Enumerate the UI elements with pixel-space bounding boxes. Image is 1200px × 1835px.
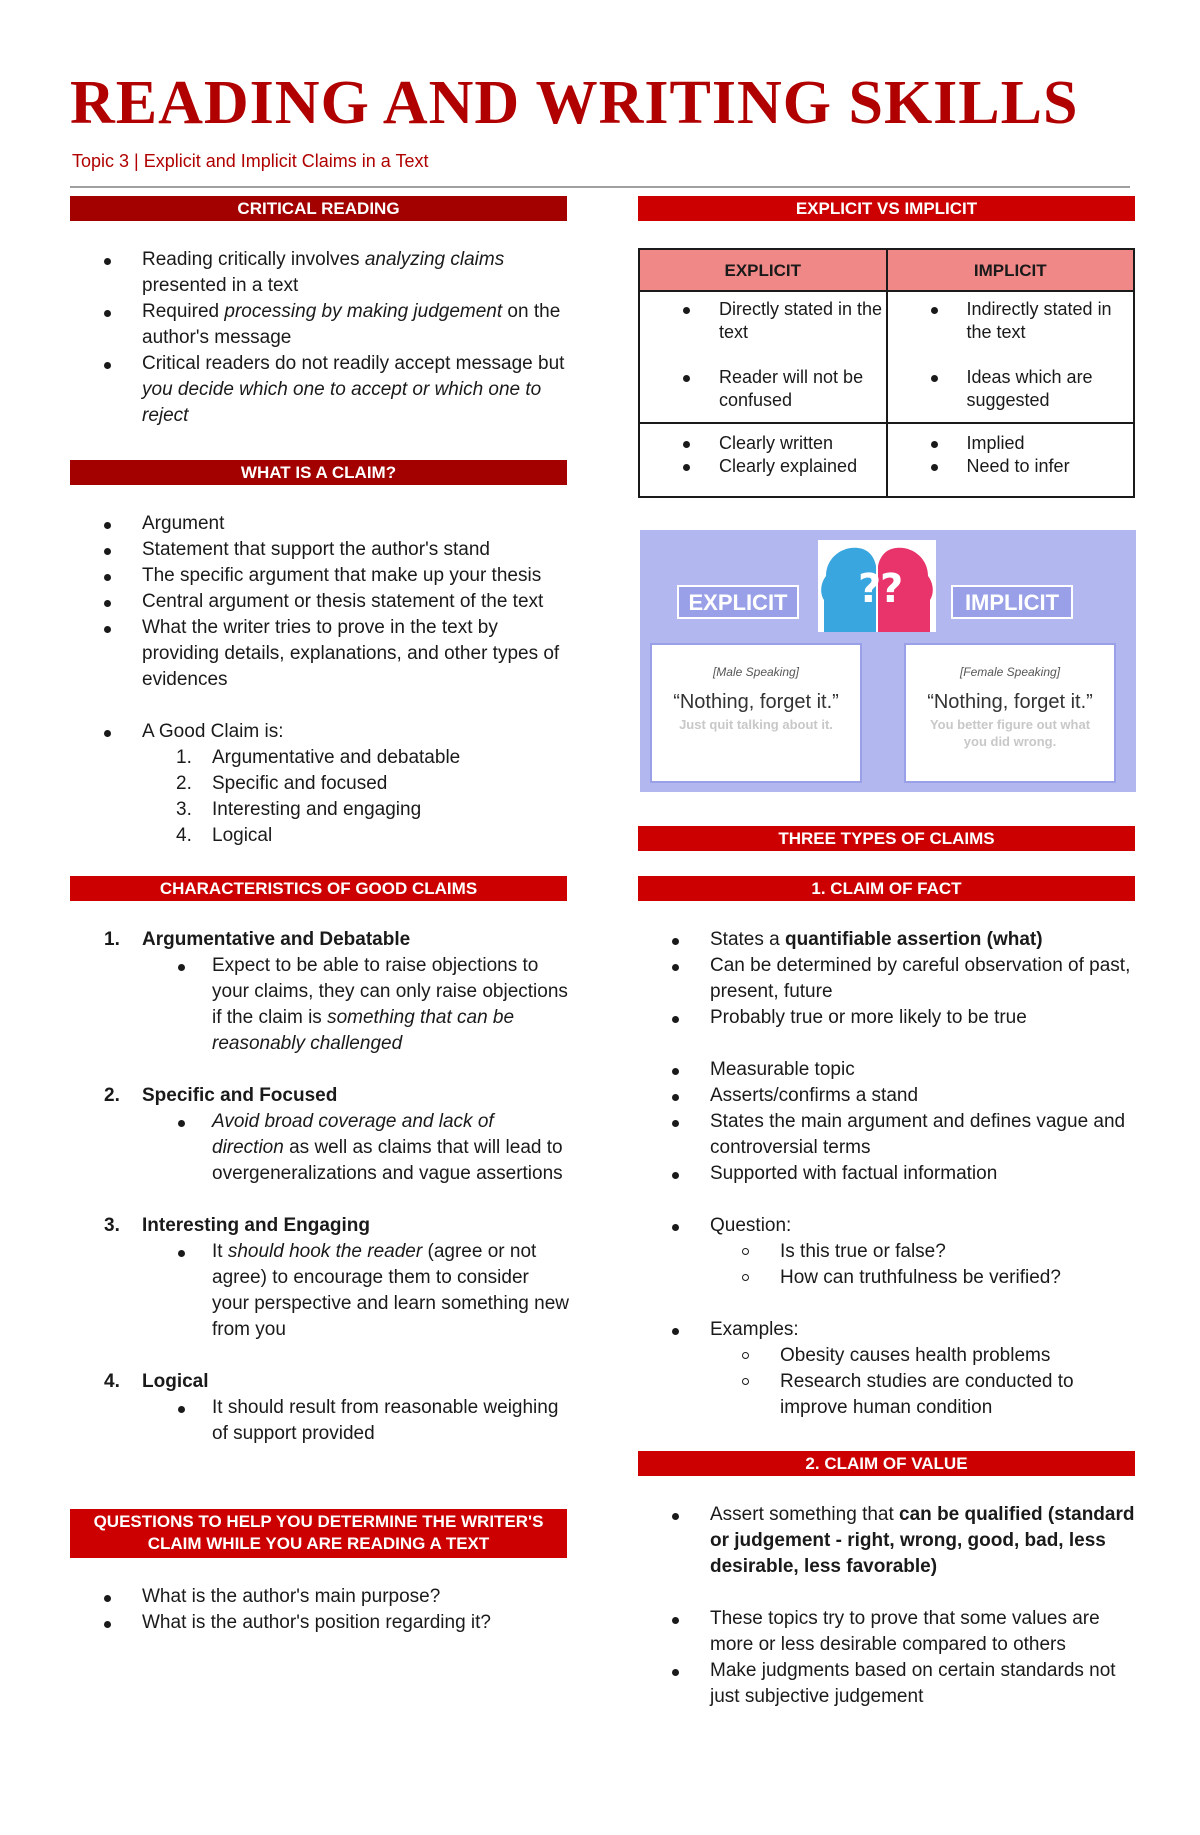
table-cell: Indirectly stated in the text Ideas which are suggested: [887, 291, 1135, 423]
claim-of-value-list: [638, 1502, 1138, 1710]
table-cell: Directly stated in the text Reader will not be confused: [639, 291, 887, 423]
bullet-icon: [672, 1669, 679, 1676]
bullet-icon: [104, 626, 111, 633]
header-divider: [70, 186, 1130, 188]
bullet-icon: [672, 1617, 679, 1624]
list-item: Question:: [638, 1213, 1138, 1239]
list-item: Asserts/confirms a stand: [638, 1083, 1138, 1109]
section-heading-claim-of-value: 2. CLAIM OF VALUE: [638, 1451, 1135, 1476]
section-heading-critical-reading: CRITICAL READING: [70, 196, 567, 221]
bullet-icon: [104, 574, 111, 581]
bullet-icon: [672, 1120, 679, 1127]
column-header-explicit: EXPLICIT: [639, 249, 887, 291]
list-item: Reading critically involves analyzing claims presented in a text: [70, 247, 570, 299]
section-heading-characteristics: CHARACTERISTICS OF GOOD CLAIMS: [70, 876, 567, 901]
page-title: READING AND WRITING SKILLS: [70, 69, 1079, 137]
table-cell: Implied Need to infer: [887, 423, 1135, 497]
list-item: Probably true or more likely to be true: [638, 1005, 1138, 1031]
section-heading-three-types: THREE TYPES OF CLAIMS: [638, 826, 1135, 851]
bullet-icon: [683, 375, 690, 382]
list-item: It should hook the reader (agree or not agree) to encourage them to consider your perspective and learn something new from you: [70, 1239, 570, 1343]
bullet-icon: [931, 375, 938, 382]
bullet-icon: [104, 1595, 111, 1602]
list-item: 2. Specific and focused: [176, 773, 388, 794]
svg-text:?: ?: [858, 566, 882, 612]
list-item: 4. Logical: [176, 825, 273, 846]
bullet-icon: [178, 964, 185, 971]
section-heading-questions: QUESTIONS TO HELP YOU DETERMINE THE WRITER'S CLAIM WHILE YOU ARE READING A TEXT: [70, 1509, 567, 1558]
list-item: Make judgments based on certain standards not just subjective judgement: [638, 1658, 1138, 1710]
bullet-icon: [672, 1513, 679, 1520]
bullet-icon: [178, 1250, 185, 1257]
list-item: Research studies are conducted to improve human condition: [638, 1369, 1138, 1421]
bullet-icon: [178, 1120, 185, 1127]
list-item: Expect to be able to raise objections to your claims, they can only raise objections if the claim is something that can be reasonably challenged: [70, 953, 570, 1057]
bullet-icon: [104, 548, 111, 555]
svg-text:?: ?: [880, 566, 904, 612]
bullet-icon: [672, 964, 679, 971]
list-item: 2. Specific and Focused: [104, 1085, 338, 1106]
male-speaking-card: [Male Speaking] “Nothing, forget it.” Just quit talking about it.: [650, 643, 862, 783]
bullet-icon: [672, 1224, 679, 1231]
circle-bullet-icon: [742, 1378, 749, 1385]
list-item: What the writer tries to prove in the text by providing details, explanations, and other types of evidences: [70, 615, 570, 693]
bullet-icon: [104, 1621, 111, 1628]
bullet-icon: [672, 1068, 679, 1075]
critical-reading-list: [70, 247, 570, 429]
table-cell: Clearly written Clearly explained: [639, 423, 887, 497]
bullet-icon: [672, 1094, 679, 1101]
list-item: Supported with factual information: [638, 1161, 1138, 1187]
section-heading-explicit-vs-implicit: EXPLICIT VS IMPLICIT: [638, 196, 1135, 221]
questions-list: [70, 1584, 570, 1636]
circle-bullet-icon: [742, 1352, 749, 1359]
list-item: These topics try to prove that some values are more or less desirable compared to others: [638, 1606, 1138, 1658]
list-item: Can be determined by careful observation of past, present, future: [638, 953, 1138, 1005]
two-faces-question-icon: [818, 540, 936, 632]
list-item: Examples:: [638, 1317, 1138, 1343]
explicit-implicit-table: [638, 248, 1135, 498]
bullet-icon: [104, 730, 111, 737]
list-item: Avoid broad coverage and lack of direction as well as claims that will lead to overgeneralizations and vague assertions: [70, 1109, 570, 1187]
bullet-icon: [672, 938, 679, 945]
bullet-icon: [104, 258, 111, 265]
list-item: Central argument or thesis statement of the text: [70, 589, 570, 615]
list-item: What is the author's main purpose?: [70, 1584, 570, 1610]
list-item: What is the author's position regarding it?: [70, 1610, 570, 1636]
bullet-icon: [683, 307, 690, 314]
bullet-icon: [683, 464, 690, 471]
list-item: Statement that support the author's stand: [70, 537, 570, 563]
table-header-row: [639, 249, 1134, 291]
bullet-icon: [931, 441, 938, 448]
list-item: Measurable topic: [638, 1057, 1138, 1083]
bullet-icon: [672, 1172, 679, 1179]
list-item: States a quantifiable assertion (what): [638, 927, 1138, 953]
bullet-icon: [672, 1016, 679, 1023]
list-item: 1. Argumentative and Debatable: [104, 929, 411, 950]
bullet-icon: [672, 1328, 679, 1335]
list-item: Assert something that can be qualified (standard or judgement - right, wrong, good, bad, less desirable, less favorable): [638, 1502, 1138, 1580]
bullet-icon: [178, 1406, 185, 1413]
page-subtitle: Topic 3 | Explicit and Implicit Claims in a Text: [72, 151, 429, 171]
bullet-icon: [104, 310, 111, 317]
list-item: Obesity causes health problems: [638, 1343, 1138, 1369]
list-item: Is this true or false?: [638, 1239, 1138, 1265]
circle-bullet-icon: [742, 1274, 749, 1281]
bullet-icon: [104, 522, 111, 529]
list-item: A Good Claim is:: [70, 719, 570, 745]
bullet-icon: [104, 600, 111, 607]
explicit-tag: EXPLICIT: [677, 585, 799, 619]
list-item: Required processing by making judgement on the author's message: [70, 299, 570, 351]
bullet-icon: [931, 307, 938, 314]
column-header-implicit: IMPLICIT: [887, 249, 1135, 291]
section-heading-claim-of-fact: 1. CLAIM OF FACT: [638, 876, 1135, 901]
explicit-implicit-illustration: [640, 530, 1136, 792]
implicit-tag: IMPLICIT: [951, 585, 1073, 619]
list-item: It should result from reasonable weighing of support provided: [70, 1395, 570, 1447]
list-item: 3. Interesting and engaging: [176, 799, 422, 820]
section-heading-what-is-claim: WHAT IS A CLAIM?: [70, 460, 567, 485]
list-item: Critical readers do not readily accept message but you decide which one to accept or which one to reject: [70, 351, 570, 429]
bullet-icon: [931, 464, 938, 471]
list-item: How can truthfulness be verified?: [638, 1265, 1138, 1291]
list-item: States the main argument and defines vague and controversial terms: [638, 1109, 1138, 1161]
circle-bullet-icon: [742, 1248, 749, 1255]
list-item: The specific argument that make up your thesis: [70, 563, 570, 589]
table-row: [639, 291, 1134, 423]
list-item: 3. Interesting and Engaging: [104, 1215, 371, 1236]
claim-of-fact-list: [638, 927, 1138, 1421]
list-item: Argument: [70, 511, 570, 537]
list-item: 4. Logical: [104, 1371, 209, 1392]
characteristics-list: [70, 927, 570, 1447]
what-is-claim-list: [70, 511, 570, 849]
female-speaking-card: [Female Speaking] “Nothing, forget it.” You better figure out what you did wrong.: [904, 643, 1116, 783]
bullet-icon: [104, 362, 111, 369]
bullet-icon: [683, 441, 690, 448]
table-row: [639, 423, 1134, 497]
list-item: 1. Argumentative and debatable: [176, 747, 461, 768]
